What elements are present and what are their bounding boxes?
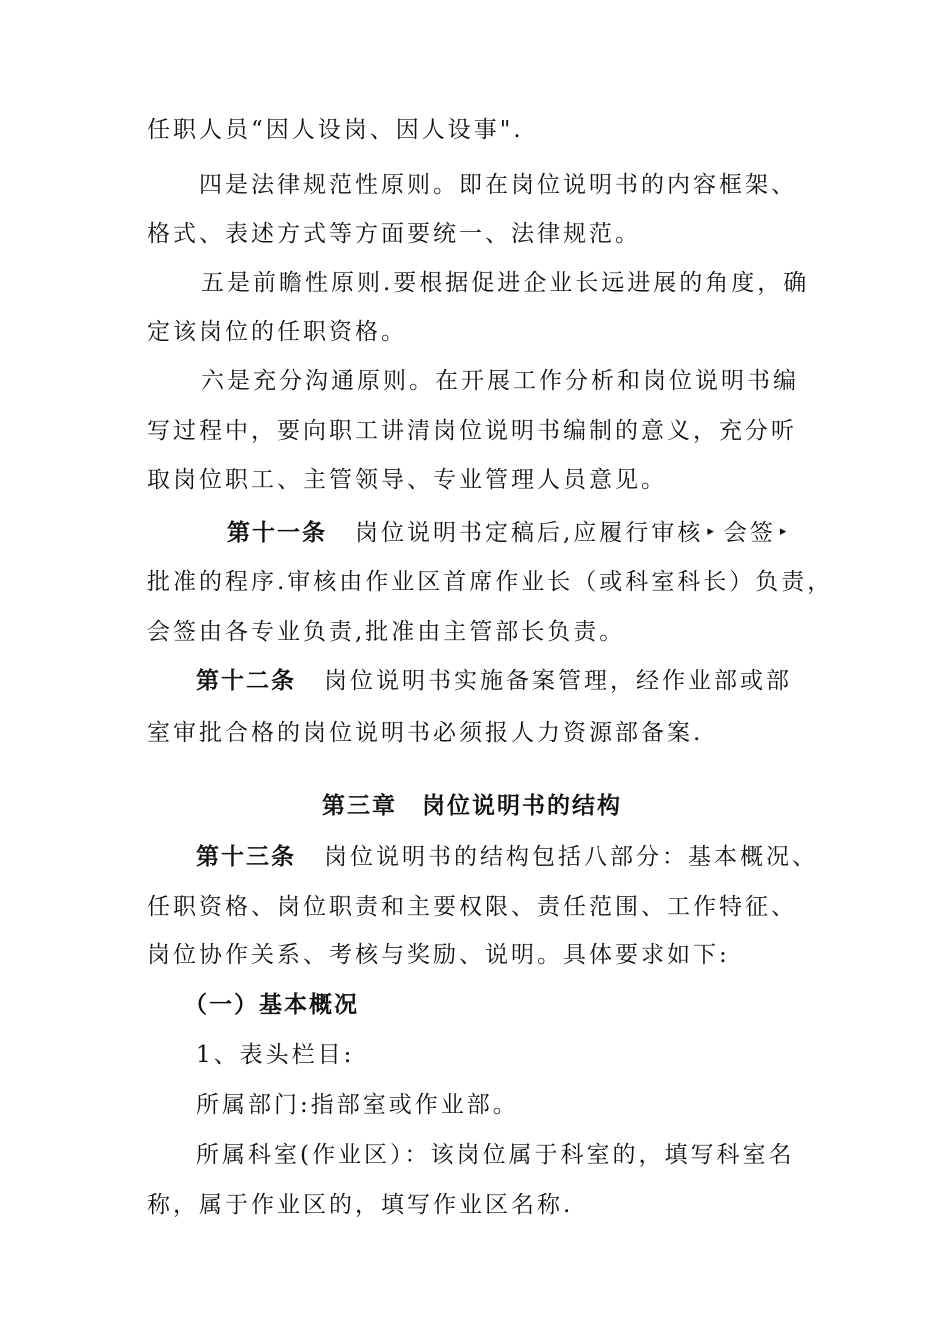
article-heading: 第十二条 [196,668,296,694]
text-line: 定该岗位的任职资格。 [147,319,407,345]
article-text: 岗位说明书的结构包括八部分：基本概况、 [324,844,818,870]
text-line: 格式、表述方式等方面要统一、法律规范。 [147,221,641,247]
text-line: 任职资格、岗位职责和主要权限、责任范围、工作特征、 [147,894,797,920]
text-line: 室审批合格的岗位说明书必须报人力资源部备案. [147,720,704,746]
article-line [196,842,818,872]
article-text: 岗位说明书定稿后,应履行审核 [355,520,704,546]
text-line: 写过程中，要向职工讲清岗位说明书编制的意义，充分听 [147,418,797,444]
text-line: 1、表头栏目: [196,1042,355,1068]
section-heading: （一）基本概况 [184,992,359,1018]
article-heading: 第十一条 [227,520,327,546]
text-line: 批准的程序.审核由作业区首席作业长（或科室科长）负责， [147,569,834,595]
article-line [227,517,796,548]
text-line: 五是前瞻性原则.要根据促进企业长远进展的角度，确 [201,270,810,296]
article-text: 会签 [723,520,776,546]
article-heading: 第十三条 [196,844,296,870]
article-text: 岗位说明书实施备案管理，经作业部或部 [324,668,792,694]
arrow-icon: ▸ [779,524,787,539]
text-line: 称，属于作业区的，填写作业区名称. [147,1192,574,1218]
arrow-icon: ▸ [707,524,714,539]
text-line: 任职人员“因人设岗、因人设事". [147,117,524,143]
text-line: 岗位协作关系、考核与奖励、说明。具体要求如下: [147,942,730,968]
text-line: 取岗位职工、主管领导、专业管理人员意见。 [147,467,667,493]
text-line: 会签由各专业负责,批准由主管部长负责。 [147,619,626,645]
text-line: 四是法律规范性原则。即在岗位说明书的内容框架、 [199,172,797,198]
article-line [196,666,792,696]
text-line: 所属部门:指部室或作业部。 [196,1092,519,1118]
chapter-title: 第三章 岗位说明书的结构 [322,793,622,819]
text-line: 六是充分沟通原则。在开展工作分析和岗位说明书编 [201,368,799,394]
text-line: 所属科室(作业区）：该岗位属于科室的，填写科室名 [196,1142,795,1168]
